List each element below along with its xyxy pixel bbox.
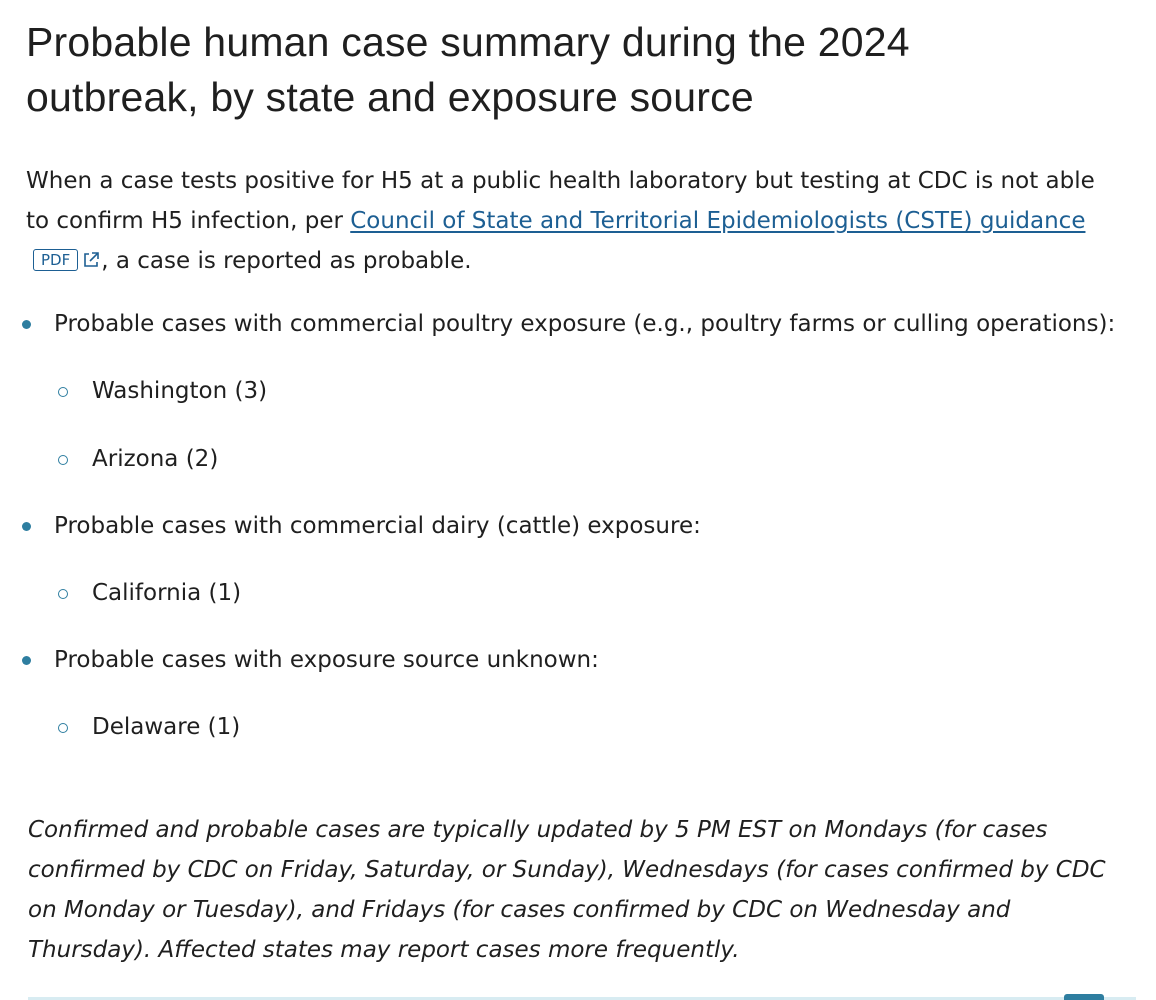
list-item-unknown — [26, 640, 1128, 747]
update-schedule-note: Confirmed and probable cases are typically updated by 5 PM EST on Mondays (for cases confirmed by CDC on Friday, Saturday, or Sunday), Wednesdays (for cases confirmed by CDC on Monday or Tuesday), and Fridays (for cases confirmed by CDC on Wednesday and Thursday). Affected states may report cases more frequently. — [28, 817, 1106, 963]
list-item-poultry — [26, 304, 1128, 479]
page-title — [26, 0, 1128, 125]
group-label-dairy: Probable cases with commercial dairy (cattle) exposure: — [54, 513, 701, 539]
pdf-badge: PDF — [33, 249, 78, 271]
intro-paragraph — [26, 161, 1116, 281]
intro-text-before: When a case tests positive for H5 at a public health laboratory but testing at CDC is not able to confirm H5 infection, per — [26, 168, 1095, 234]
list-item-dairy — [26, 506, 1128, 613]
page-title-line-2: outbreak, by state and exposure source — [26, 74, 754, 120]
section-tab-marker — [1064, 994, 1104, 1000]
group-label-poultry: Probable cases with commercial poultry exposure (e.g., poultry farms or culling operations): — [54, 311, 1116, 337]
external-link-icon[interactable] — [81, 250, 101, 270]
state-item: Delaware (1) — [54, 707, 1128, 747]
state-item: Washington (3) — [54, 371, 1128, 411]
cste-guidance-link[interactable]: Council of State and Territorial Epidemiologists (CSTE) guidance — [350, 208, 1086, 234]
state-item: Arizona (2) — [54, 439, 1128, 479]
unknown-states — [54, 707, 1128, 747]
state-item: California (1) — [54, 573, 1128, 613]
group-label-unknown: Probable cases with exposure source unknown: — [54, 647, 599, 673]
poultry-states — [54, 371, 1128, 479]
exposure-list — [26, 304, 1128, 747]
intro-text-after: , a case is reported as probable. — [101, 248, 472, 274]
dairy-states — [54, 573, 1128, 613]
page-title-line-1: Probable human case summary during the 2024 — [26, 19, 910, 65]
